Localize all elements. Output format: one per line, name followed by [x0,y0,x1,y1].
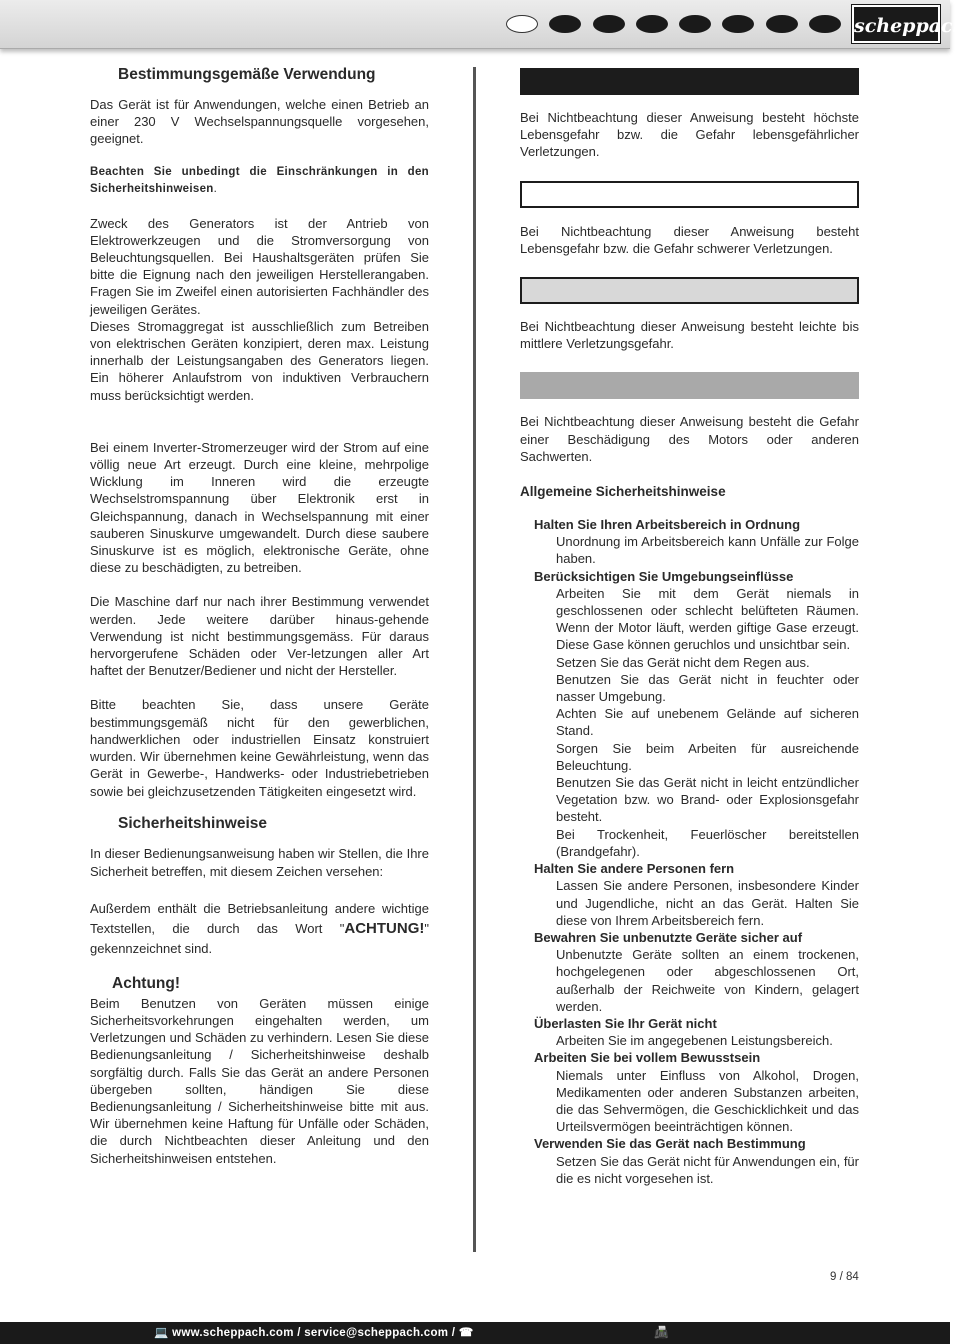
safety-item-text: Achten Sie auf unebenem Gelände auf sicheren Stand. [556,706,859,739]
paragraph: Dieses Stromaggregat ist ausschließlich zum Betreiben von elektrischen Geräten konzipiert, deren max. Leistung innerhalb der Leistungsangaben des Generators liegen. Ein höherer Anlaufstrom von induktiven Verbrauchern muss berücksichtigt werden. [90,318,429,403]
language-dot[interactable] [636,15,668,33]
danger-text: Bei Nichtbeachtung dieser Anweisung besteht höchste Lebensgefahr bzw. die Gefahr lebensgefährlicher Verletzungen. [520,110,859,160]
language-dot-active[interactable] [506,15,538,33]
header-bar [0,0,966,49]
danger-label-bar [520,68,859,95]
safety-item-text: Setzen Sie das Gerät nicht für Anwendungen ein, für die es nicht vorgesehen ist. [556,1153,859,1186]
safety-item-text: Arbeiten Sie im angegebenen Leistungsbereich. [556,1033,833,1049]
paragraph: Außerdem enthält die Betriebsanleitung andere wichtige Textstellen, die durch das Wort "ACHTUNG!" gekennzeichnet sind. [90,900,429,956]
heading-achtung: Achtung! [112,974,181,992]
paragraph: Die Maschine darf nur nach ihrer Bestimmung verwendet werden. Jede weitere darüber hinaus-gehende Verwendung ist nicht bestimmungsgemäss. Für daraus hervorgerufene Schäden oder Ver-letzungen aller Art haftet der Benutzer/Bediener und nicht der Hersteller. [90,594,429,679]
important-note: Beachten Sie unbedingt die Einschränkungen in den Sicherheitshinweisen. [90,165,429,195]
paragraph: Bei einem Inverter-Stromerzeuger wird der Strom auf eine völlig neue Art erzeugt. Durch eine kleine, mehrpolige Wicklung im Inneren wird die erzeugte Wechselstromspannung über Elektronik erst in Gleichspannung, danach in Wechselspannung mit einer sauberen Sinuskurve umgewandelt. Durch diese saubere Sinuskurve ist es möglich, elektronische Geräte, ohne diese zu beschädigten, zu betreiben. [90,439,429,576]
safety-item-text: Lassen Sie andere Personen, insbesondere Kinder und Jugendliche, nicht an das Gerät. Halten Sie diese von Ihrem Arbeitsbereich fern. [556,878,859,928]
column-divider [473,67,476,1252]
warning-text: Bei Nichtbeachtung dieser Anweisung besteht Lebensgefahr bzw. die Gefahr schwerer Verletzungen. [520,223,859,256]
language-dot[interactable] [809,15,841,33]
caution-text: Bei Nichtbeachtung dieser Anweisung besteht leichte bis mittlere Verletzungsgefahr. [520,319,859,352]
paragraph: Beim Benutzen von Geräten müssen einige Sicherheitsvorkehrungen eingehalten werden, um Verletzungen und Schäden zu verhindern. Lesen Sie diese Bedienungsanleitung / Sicherheitshinweise deshalb sorgfältig durch. Falls Sie das Gerät an andere Personen übergeben sollten, händigen Sie diese Bedienungsanleitung / Sicherheitshinweise bitte mit aus. Wir übernehmen keine Haftung für Unfälle oder Schäden, die durch Nichtbeachten dieser Anleitung und den Sicherheitshinweisen entstehen. [90,995,429,1166]
safety-item-text: Unbenutzte Geräte sollten an einem trockenen, hochgelegenen oder abgeschlossenen Ort, außerhalb der Reichweite von Kindern, gelagert werden. [556,947,859,1014]
phone-icon: ☎ [458,1327,474,1339]
heading-allgemein: Allgemeine Sicherheitshinweise [520,484,726,500]
safety-item-text: Setzen Sie das Gerät nicht dem Regen aus. [556,654,810,670]
safety-item-text: Bei Trockenheit, Feuerlöscher bereitstellen (Brandgefahr). [556,826,859,859]
heading-sicherheit: Sicherheitshinweise [118,814,268,832]
caution-label-bar [520,277,859,304]
computer-icon: 💻 [154,1327,169,1339]
heading-bestimmung: Bestimmungsgemäße Verwendung [118,66,376,83]
brand-logo: scheppach [852,5,940,43]
safety-item-text: Arbeiten Sie mit dem Gerät niemals in geschlossenen oder schlecht belüfteten Räumen. Wenn der Motor läuft, werden giftige Gase erzeugt. Diese Gase können geruchlos und unsichtbar sein. [556,585,859,653]
paragraph: Das Gerät ist für Anwendungen, welche einen Betrieb an einer 230 V Wechselspannungsquelle vorgesehen, geeignet. [90,97,429,147]
notice-text: Bei Nichtbeachtung dieser Anweisung besteht die Gefahr einer Beschädigung des Motors oder anderen Sachwerten. [520,414,859,464]
notice-label-bar [520,372,859,399]
language-dot[interactable] [679,15,711,33]
footer-contact [154,1322,473,1344]
paragraph: Bitte beachten Sie, dass unsere Geräte bestimmungsgemäß nicht für den gewerblichen, handwerklichen oder industriellen Einsatz konstruiert wurden. Wir übernehmen keine Gewährleistung, wenn das Gerät in Gewerbe-, Handwerks- oder Industriebetrieben sowie bei gleichzusetzenden Tätigkeiten eingesetzt wird. [90,697,429,799]
safety-item-text: Benutzen Sie das Gerät nicht in leicht entzündlicher Vegetation bzw. wo Brand- oder Explosionsgefahr besteht. [556,775,859,825]
page-number: 9 / 84 [830,1271,859,1283]
safety-item-text: Benutzen Sie das Gerät nicht in feuchter oder nasser Umgebung. [556,671,859,705]
warning-label-bar [520,181,859,208]
language-dot[interactable] [549,15,581,33]
safety-item-heading: Halten Sie Ihren Arbeitsbereich in Ordnung [534,517,801,533]
safety-item-text: Sorgen Sie beim Arbeiten für ausreichende Beleuchtung. [556,740,859,773]
safety-item-heading: Halten Sie andere Personen fern [534,861,735,877]
right-column [520,64,859,1187]
safety-item-heading: Arbeiten Sie bei vollem Bewusstsein [534,1050,761,1066]
safety-item-text: Niemals unter Einfluss von Alkohol, Drogen, Medikamenten oder anderen Substanzen arbeiten, die das Sehvermögen, die Geschicklichkeit und das Urteilsvermögen beeinträchtigen können. [556,1067,859,1135]
fax-icon: 📠 [654,1327,669,1339]
footer-bar [0,1322,950,1344]
safety-item-heading: Bewahren Sie unbenutzte Geräte sicher auf [534,929,803,945]
safety-item-heading: Überlasten Sie Ihr Gerät nicht [534,1015,717,1031]
safety-item-heading: Berücksichtigen Sie Umgebungseinflüsse [534,568,794,584]
safety-item-text: Unordnung im Arbeitsbereich kann Unfälle zur Folge haben. [556,534,859,567]
safety-list [520,516,859,1187]
footer-contact-text[interactable]: www.scheppach.com / service@scheppach.com / [172,1327,459,1339]
paragraph: Zweck des Generators ist der Antrieb von Elektrowerkzeugen und die Stromversorgung von Beleuchtungsquellen. Bei Haushaltsgeräten prüfen Sie bitte die Eignung nach den jeweiligen Herstellerangaben. Fragen Sie im Zweifel einen autorisierten Fachhändler des jeweiligen Gerätes. [90,215,429,317]
paragraph: In dieser Bedienungsanweisung haben wir Stellen, die Ihre Sicherheit betreffen, mit diesem Zeichen versehen: [90,845,429,879]
language-dot[interactable] [722,15,754,33]
language-selector[interactable] [506,15,852,33]
safety-item-heading: Verwenden Sie das Gerät nach Bestimmung [534,1136,806,1152]
left-column [90,64,429,1167]
language-dot[interactable] [766,15,798,33]
language-dot[interactable] [593,15,625,33]
